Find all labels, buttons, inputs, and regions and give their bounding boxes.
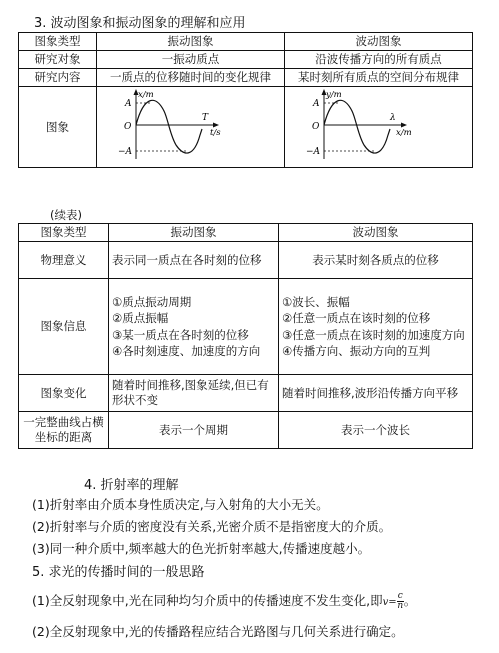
list-item: ③任意一质点在该时刻的加速度方向 bbox=[282, 327, 465, 342]
neg-amplitude-label: −A bbox=[305, 147, 320, 157]
x-axis-label: t/s bbox=[209, 128, 221, 138]
list-item: ③某一质点在各时刻的位移 bbox=[112, 327, 249, 342]
header-cell: 图象类型 bbox=[19, 224, 109, 242]
row-label: 研究对象 bbox=[19, 51, 97, 69]
formula-lhs: v= bbox=[382, 597, 397, 608]
row-label: 物理意义 bbox=[19, 242, 109, 279]
row-label: 研究内容 bbox=[19, 69, 97, 87]
header-cell: 振动图象 bbox=[109, 224, 279, 242]
table-row bbox=[19, 412, 473, 449]
x-axis-label: x/m bbox=[395, 128, 412, 138]
section4-title: 4. 折射率的理解 bbox=[84, 478, 179, 493]
list-item: ②任意一质点在该时刻的位移 bbox=[282, 311, 431, 325]
table-header-row bbox=[19, 33, 473, 51]
section4-point-1: (1)折射率由介质本身性质决定,与入射角的大小无关。 bbox=[32, 497, 329, 512]
header-cell: 波动图象 bbox=[285, 33, 473, 51]
vibration-graph-cell bbox=[97, 87, 285, 168]
table-row bbox=[19, 242, 473, 279]
cell: 沿波传播方向的所有质点 bbox=[285, 51, 473, 69]
vibration-graph bbox=[98, 87, 284, 163]
list-item: ①质点振动周期 bbox=[112, 294, 192, 309]
section5-point-1 bbox=[32, 591, 416, 611]
cell: 表示一个周期 bbox=[109, 412, 279, 449]
cell: 一振动质点 bbox=[97, 51, 285, 69]
list-item: ②质点振幅 bbox=[112, 311, 169, 325]
row-label: 图象 bbox=[19, 87, 97, 168]
list-item: ④传播方向、振动方向的互判 bbox=[282, 344, 431, 358]
section4-point-2: (2)折射率与介质的密度没有关系,光密介质不是指密度大的介质。 bbox=[32, 519, 392, 534]
cell: 表示同一质点在各时刻的位移 bbox=[109, 242, 279, 279]
section5-title: 5. 求光的传播时间的一般思路 bbox=[32, 565, 205, 580]
y-axis-label: x/m bbox=[137, 90, 154, 100]
neg-amplitude-label: −A bbox=[117, 147, 132, 157]
cell: 一质点的位移随时间的变化规律 bbox=[97, 69, 285, 87]
cell: 表示一个波长 bbox=[279, 412, 473, 449]
continued-caption: (续表) bbox=[50, 208, 82, 222]
formula-tail: 。 bbox=[403, 593, 417, 608]
comparison-table bbox=[18, 32, 473, 168]
y-axis-label: y/m bbox=[325, 90, 342, 100]
continued-table bbox=[18, 223, 473, 449]
list-item: ①波长、振幅 bbox=[282, 294, 350, 309]
formula-numerator: c bbox=[397, 591, 403, 601]
origin-label: O bbox=[311, 122, 319, 132]
formula-fraction bbox=[397, 592, 404, 611]
table-row bbox=[19, 51, 473, 69]
table-header-row bbox=[19, 224, 473, 242]
section5-point-2: (2)全反射现象中,光的传播路程应结合光路图与几何关系进行确定。 bbox=[32, 624, 404, 639]
formula-denominator: n bbox=[397, 601, 404, 611]
header-cell: 图象类型 bbox=[19, 33, 97, 51]
table-row bbox=[19, 69, 473, 87]
header-cell: 波动图象 bbox=[279, 224, 473, 242]
row-label: 图象变化 bbox=[19, 375, 109, 412]
section4-point-3: (3)同一种介质中,频率越大的色光折射率越大,传播速度越小。 bbox=[32, 541, 371, 556]
cell: 某时刻所有质点的空间分布规律 bbox=[285, 69, 473, 87]
cell: 表示某时刻各质点的位移 bbox=[279, 242, 473, 279]
amplitude-label: A bbox=[312, 99, 319, 109]
row-label: 一完整曲线占横坐标的距离 bbox=[19, 412, 109, 449]
wavelength-label: λ bbox=[389, 113, 396, 123]
info-list-vibration bbox=[109, 279, 279, 375]
header-cell: 振动图象 bbox=[97, 33, 285, 51]
amplitude-label: A bbox=[124, 99, 131, 109]
table-row bbox=[19, 375, 473, 412]
wave-graph-cell bbox=[285, 87, 473, 168]
cell: 随着时间推移,波形沿传播方向平移 bbox=[279, 375, 473, 412]
cell: 随着时间推移,图象延续,但已有形状不变 bbox=[109, 375, 279, 412]
table-row bbox=[19, 279, 473, 375]
row-label: 图象信息 bbox=[19, 279, 109, 375]
origin-label: O bbox=[123, 122, 131, 132]
list-item: ④各时刻速度、加速度的方向 bbox=[112, 344, 261, 358]
table-row-image bbox=[19, 87, 473, 168]
wave-graph bbox=[286, 87, 472, 163]
section3-title: 3. 波动图象和振动图象的理解和应用 bbox=[34, 16, 246, 31]
period-label: T bbox=[201, 113, 208, 123]
info-list-wave bbox=[279, 279, 473, 375]
section5-point-1-text: (1)全反射现象中,光在同种均匀介质中的传播速度不发生变化,即 bbox=[32, 593, 383, 608]
